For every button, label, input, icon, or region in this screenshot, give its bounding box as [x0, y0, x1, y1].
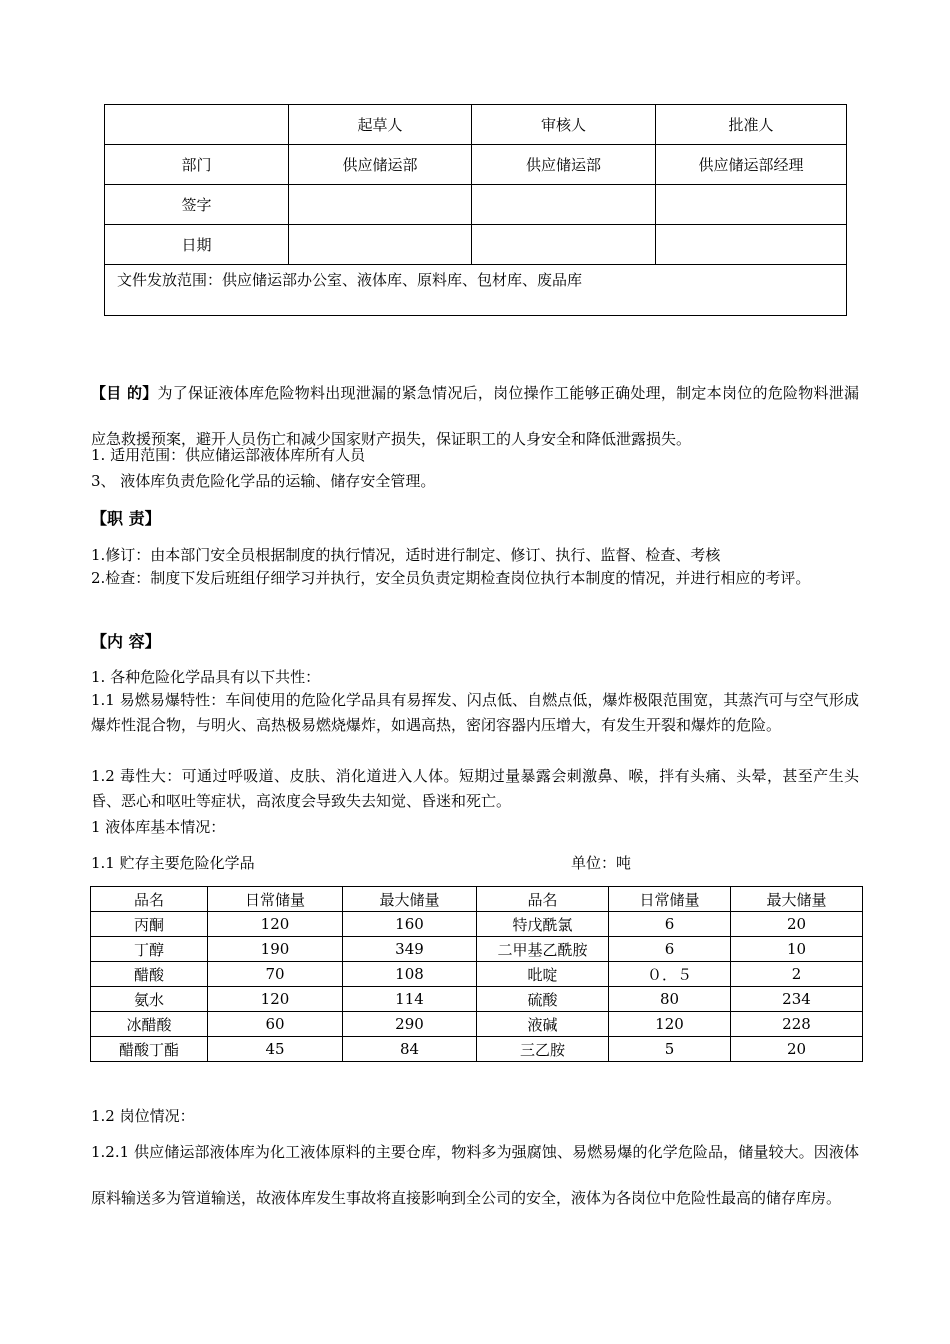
table-cell: 120: [208, 912, 343, 937]
approval-header-cell: 批准人: [656, 105, 847, 145]
table-cell: 丙酮: [91, 912, 208, 937]
table-cell: 20: [731, 1037, 863, 1062]
table-row: [91, 912, 863, 937]
table-cell: 120: [609, 1012, 731, 1037]
table-cell: 228: [731, 1012, 863, 1037]
table-cell: 特戊酰氯: [477, 912, 609, 937]
table-row: [91, 962, 863, 987]
date-cell: [472, 225, 656, 265]
date-cell: [656, 225, 847, 265]
table-cell: 6: [609, 912, 731, 937]
table-cell: 醋酸: [91, 962, 208, 987]
basic-info-title: 1 液体库基本情况：: [91, 818, 226, 836]
inventory-header-cell: 品名: [91, 887, 208, 912]
signature-cell: [656, 185, 847, 225]
distribution-scope: 文件发放范围：供应储运部办公室、液体库、原料库、包材库、废品库: [105, 265, 847, 316]
duty-item: 1.修订：由本部门安全员根据制度的执行情况，适时进行制定、修订、执行、监督、检查、考核: [91, 546, 721, 564]
unit-label: 单位：吨: [571, 854, 632, 872]
storage-title: 1.1 贮存主要危险化学品: [91, 854, 255, 872]
date-cell: [289, 225, 472, 265]
approval-cell: 供应储运部: [472, 145, 656, 185]
table-cell: 45: [208, 1037, 343, 1062]
approval-cell: 部门: [105, 145, 289, 185]
table-cell: 108: [343, 962, 477, 987]
approval-header-row: [105, 105, 847, 145]
approval-row-department: [105, 145, 847, 185]
post-paragraph: 1.2.1 供应储运部液体库为化工液体原料的主要仓库，物料多为强腐蚀、易燃易爆的化学危险品，储量较大。因液体原料输送多为管道输送，故液体库发生事故将直接影响到全公司的安全，液体为各岗位中危险性最高的储存库房。: [91, 1143, 859, 1207]
table-cell: 三乙胺: [477, 1037, 609, 1062]
table-cell: 70: [208, 962, 343, 987]
approval-table: [104, 104, 847, 316]
approval-cell: 签字: [105, 185, 289, 225]
approval-cell: 日期: [105, 225, 289, 265]
table-cell: 10: [731, 937, 863, 962]
inventory-header-cell: 最大储量: [731, 887, 863, 912]
table-row: [91, 1012, 863, 1037]
table-cell: 6: [609, 937, 731, 962]
inventory-header-row: [91, 887, 863, 912]
signature-cell: [472, 185, 656, 225]
table-cell: 290: [343, 1012, 477, 1037]
approval-cell: 供应储运部经理: [656, 145, 847, 185]
scope-item: 1. 适用范围：供应储运部液体库所有人员: [91, 446, 366, 464]
table-cell: 120: [208, 987, 343, 1012]
approval-row-date: [105, 225, 847, 265]
approval-header-cell: [105, 105, 289, 145]
table-cell: 液碱: [477, 1012, 609, 1037]
table-cell: 5: [609, 1037, 731, 1062]
approval-header-cell: 起草人: [289, 105, 472, 145]
table-cell: 190: [208, 937, 343, 962]
content-intro: 1. 各种危险化学品具有以下共性：: [91, 668, 321, 686]
post-title: 1.2 岗位情况：: [91, 1107, 195, 1125]
table-cell: 349: [343, 937, 477, 962]
table-cell: 硫酸: [477, 987, 609, 1012]
signature-cell: [289, 185, 472, 225]
table-cell: 114: [343, 987, 477, 1012]
inventory-table: [90, 886, 863, 1062]
content-paragraph-1: 1.1 易燃易爆特性：车间使用的危险化学品具有易挥发、闪点低、自燃点低，爆炸极限范围宽，其蒸汽可与空气形成爆炸性混合物，与明火、高热极易燃烧爆炸，如遇高热，密闭容器内压增大，有发生开裂和爆炸的危险。: [91, 691, 859, 734]
approval-header-cell: 审核人: [472, 105, 656, 145]
table-cell: 80: [609, 987, 731, 1012]
inventory-header-cell: 日常储量: [208, 887, 343, 912]
table-cell: 60: [208, 1012, 343, 1037]
table-cell: 醋酸丁酯: [91, 1037, 208, 1062]
table-cell: 氨水: [91, 987, 208, 1012]
table-cell: 160: [343, 912, 477, 937]
purpose-text: 为了保证液体库危险物料出现泄漏的紧急情况后，岗位操作工能够正确处理，制定本岗位的危险物料泄漏应急救援预案，避开人员伤亡和减少国家财产损失，保证职工的人身安全和降低泄露损失。: [91, 384, 859, 448]
table-row: [91, 937, 863, 962]
scope-item: 3、 液体库负责危险化学品的运输、储存安全管理。: [91, 472, 436, 490]
inventory-header-cell: 日常储量: [609, 887, 731, 912]
content-paragraph-2: 1.2 毒性大：可通过呼吸道、皮肤、消化道进入人体。短期过量暴露会刺激鼻、喉，拌有头痛、头晕，甚至产生头昏、恶心和呕吐等症状，高浓度会导致失去知觉、昏迷和死亡。: [91, 767, 859, 810]
purpose-label: 【目 的】: [91, 384, 158, 402]
table-cell: 234: [731, 987, 863, 1012]
table-cell: 2: [731, 962, 863, 987]
approval-row-signature: [105, 185, 847, 225]
approval-cell: 供应储运部: [289, 145, 472, 185]
content-heading: 【内 容】: [91, 632, 161, 651]
inventory-header-cell: 品名: [477, 887, 609, 912]
duties-heading: 【职 责】: [91, 509, 161, 528]
approval-row-scope: [105, 265, 847, 316]
table-cell: 冰醋酸: [91, 1012, 208, 1037]
table-cell: ０．５: [609, 962, 731, 987]
table-cell: 84: [343, 1037, 477, 1062]
table-cell: 吡啶: [477, 962, 609, 987]
table-row: [91, 1037, 863, 1062]
table-row: [91, 987, 863, 1012]
inventory-header-cell: 最大储量: [343, 887, 477, 912]
table-cell: 二甲基乙酰胺: [477, 937, 609, 962]
table-cell: 丁醇: [91, 937, 208, 962]
duty-item: 2.检查：制度下发后班组仔细学习并执行，安全员负责定期检查岗位执行本制度的情况，并进行相应的考评。: [91, 569, 811, 587]
table-cell: 20: [731, 912, 863, 937]
